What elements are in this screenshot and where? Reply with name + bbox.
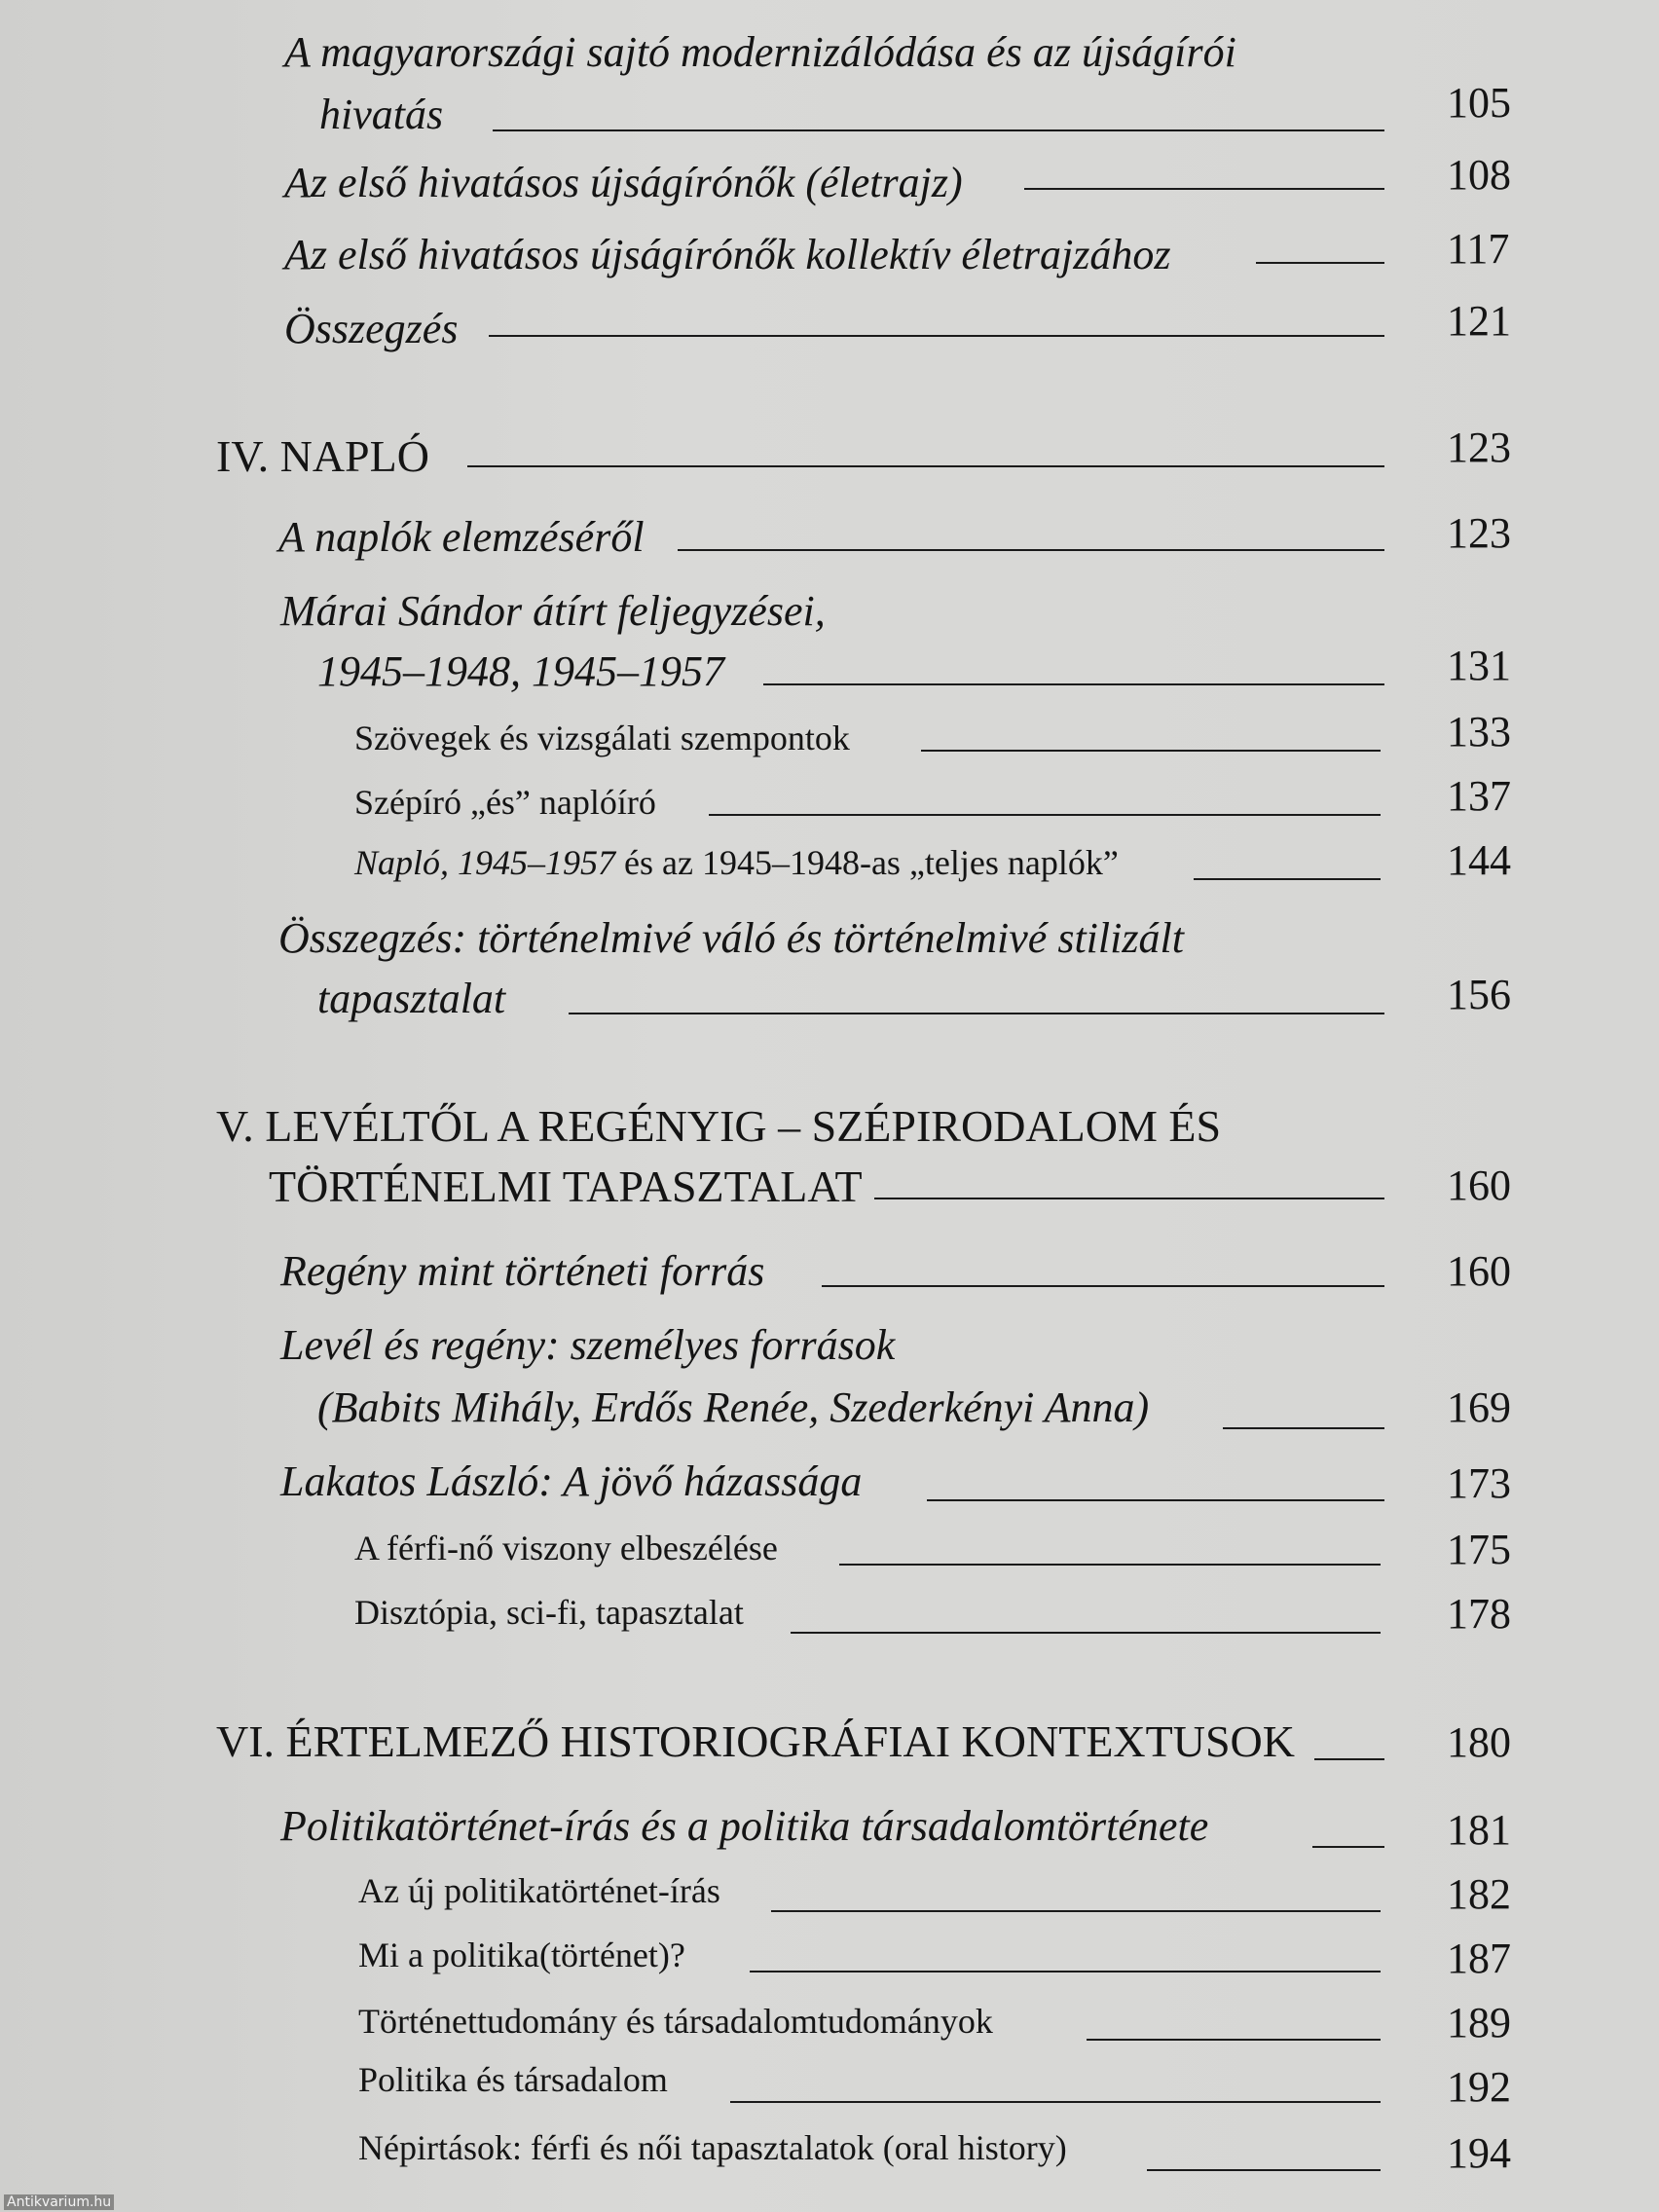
page-number: 160 xyxy=(1447,1247,1511,1295)
leader-line xyxy=(569,1013,1384,1014)
toc-entry-title: Regény mint történeti forrás xyxy=(280,1247,765,1295)
leader-line xyxy=(822,1285,1384,1287)
leader-line xyxy=(1087,2039,1381,2041)
page-number: 169 xyxy=(1447,1383,1511,1431)
leader-line xyxy=(921,750,1381,752)
toc-chapter-title-line1: V. LEVÉLTŐL A REGÉNYIG – SZÉPIRODALOM ÉS xyxy=(216,1101,1222,1151)
toc-subentry-title: Disztópia, sci-fi, tapasztalat xyxy=(354,1593,744,1632)
toc-subentry-title: Szépíró „és” naplóíró xyxy=(354,783,656,822)
toc-entry-title-rest: A jövő házassága xyxy=(563,1457,863,1505)
leader-line xyxy=(763,683,1384,685)
leader-line xyxy=(874,1198,1384,1199)
page-number: 121 xyxy=(1447,297,1511,345)
leader-line xyxy=(1024,188,1384,190)
page-number: 137 xyxy=(1447,772,1511,820)
toc-entry-title-line2: tapasztalat xyxy=(317,975,506,1022)
leader-line xyxy=(1223,1427,1384,1429)
page-number: 144 xyxy=(1447,836,1511,884)
leader-line xyxy=(1194,878,1381,880)
page-number: 105 xyxy=(1447,79,1511,127)
leader-line xyxy=(489,335,1384,337)
toc-entry-title xyxy=(280,1457,863,1505)
page-number: 117 xyxy=(1447,225,1510,273)
toc-entry-title-line2: hivatás xyxy=(319,91,444,138)
page-number: 187 xyxy=(1447,1935,1511,1982)
page-number: 160 xyxy=(1447,1161,1511,1209)
leader-line xyxy=(493,129,1384,131)
leader-line xyxy=(1314,1758,1384,1760)
leader-line xyxy=(839,1564,1381,1566)
leader-line xyxy=(467,465,1384,467)
toc-chapter-title: IV. NAPLÓ xyxy=(216,431,429,481)
page-number: 192 xyxy=(1447,2063,1511,2111)
page-number: 178 xyxy=(1447,1590,1511,1638)
toc-subentry-title: A férfi-nő viszony elbeszélése xyxy=(354,1529,778,1567)
toc-entry-title: Összegzés xyxy=(284,305,459,352)
page-number: 173 xyxy=(1447,1459,1511,1507)
leader-line xyxy=(1147,2169,1381,2171)
page-number: 175 xyxy=(1447,1526,1511,1573)
toc-subentry-title: Politika és társadalom xyxy=(358,2060,668,2099)
toc-chapter-title: VI. ÉRTELMEZŐ HISTORIOGRÁFIAI KONTEXTUSOK xyxy=(216,1716,1295,1766)
page-number: 123 xyxy=(1447,509,1511,557)
toc-subentry-title-rest: és az 1945–1948-as „teljes naplók” xyxy=(615,843,1119,882)
toc-subentry-title: Népirtások: férfi és női tapasztalatok (oral history) xyxy=(358,2128,1067,2167)
toc-entry-title-line1: A magyarországi sajtó modernizálódása és az újságírói xyxy=(284,28,1236,76)
toc-subentry-title-italic: Napló, 1945–1957 xyxy=(354,843,616,882)
page-number: 133 xyxy=(1447,708,1511,756)
page-number: 194 xyxy=(1447,2129,1511,2177)
page-number: 182 xyxy=(1447,1870,1511,1918)
leader-line xyxy=(771,1910,1381,1912)
toc-entry-title-line1: Levél és regény: személyes források xyxy=(280,1321,896,1369)
page-number: 181 xyxy=(1447,1806,1511,1854)
toc-subentry-title: Mi a politika(történet)? xyxy=(358,1936,685,1974)
toc-entry-title-line1: Márai Sándor átírt feljegyzései, xyxy=(280,587,826,635)
toc-chapter-title-line2: TÖRTÉNELMI TAPASZTALAT xyxy=(269,1161,863,1211)
leader-line xyxy=(730,2101,1381,2103)
toc-subentry-title: Történettudomány és társadalomtudományok xyxy=(358,2002,993,2041)
toc-subentry-title: Szövegek és vizsgálati szempontok xyxy=(354,719,850,757)
leader-line xyxy=(750,1971,1381,1972)
leader-line xyxy=(709,814,1381,816)
leader-line xyxy=(1256,262,1384,264)
leader-line xyxy=(927,1499,1384,1501)
leader-line xyxy=(791,1632,1381,1634)
toc-entry-title-line2: (Babits Mihály, Erdős Renée, Szederkényi Anna) xyxy=(317,1383,1150,1431)
page-number: 180 xyxy=(1447,1718,1511,1766)
page-number: 131 xyxy=(1447,642,1511,689)
page-number: 108 xyxy=(1447,151,1511,199)
toc-entry-title-line2: 1945–1948, 1945–1957 xyxy=(317,647,724,695)
toc-subentry-title: Az új politikatörténet-írás xyxy=(358,1871,720,1910)
page-number: 156 xyxy=(1447,971,1511,1018)
watermark-logo: Antikvarium.hu xyxy=(4,2194,114,2210)
toc-entry-title: Politikatörténet-írás és a politika társadalomtörténete xyxy=(280,1802,1209,1850)
toc-entry-title: Az első hivatásos újságírónők (életrajz) xyxy=(284,159,963,206)
toc-entry-title-line1: Összegzés: történelmivé váló és történelmivé stilizált xyxy=(278,914,1184,962)
toc-entry-title: Az első hivatásos újságírónők kollektív életrajzához xyxy=(284,231,1171,278)
toc-subentry-title xyxy=(354,845,1119,880)
page-number: 189 xyxy=(1447,1999,1511,2046)
leader-line xyxy=(678,549,1384,551)
page-number: 123 xyxy=(1447,424,1511,471)
toc-entry-title: A naplók elemzéséről xyxy=(278,513,645,561)
toc-entry-title-italic: Lakatos László: xyxy=(280,1457,564,1505)
leader-line xyxy=(1312,1846,1384,1848)
